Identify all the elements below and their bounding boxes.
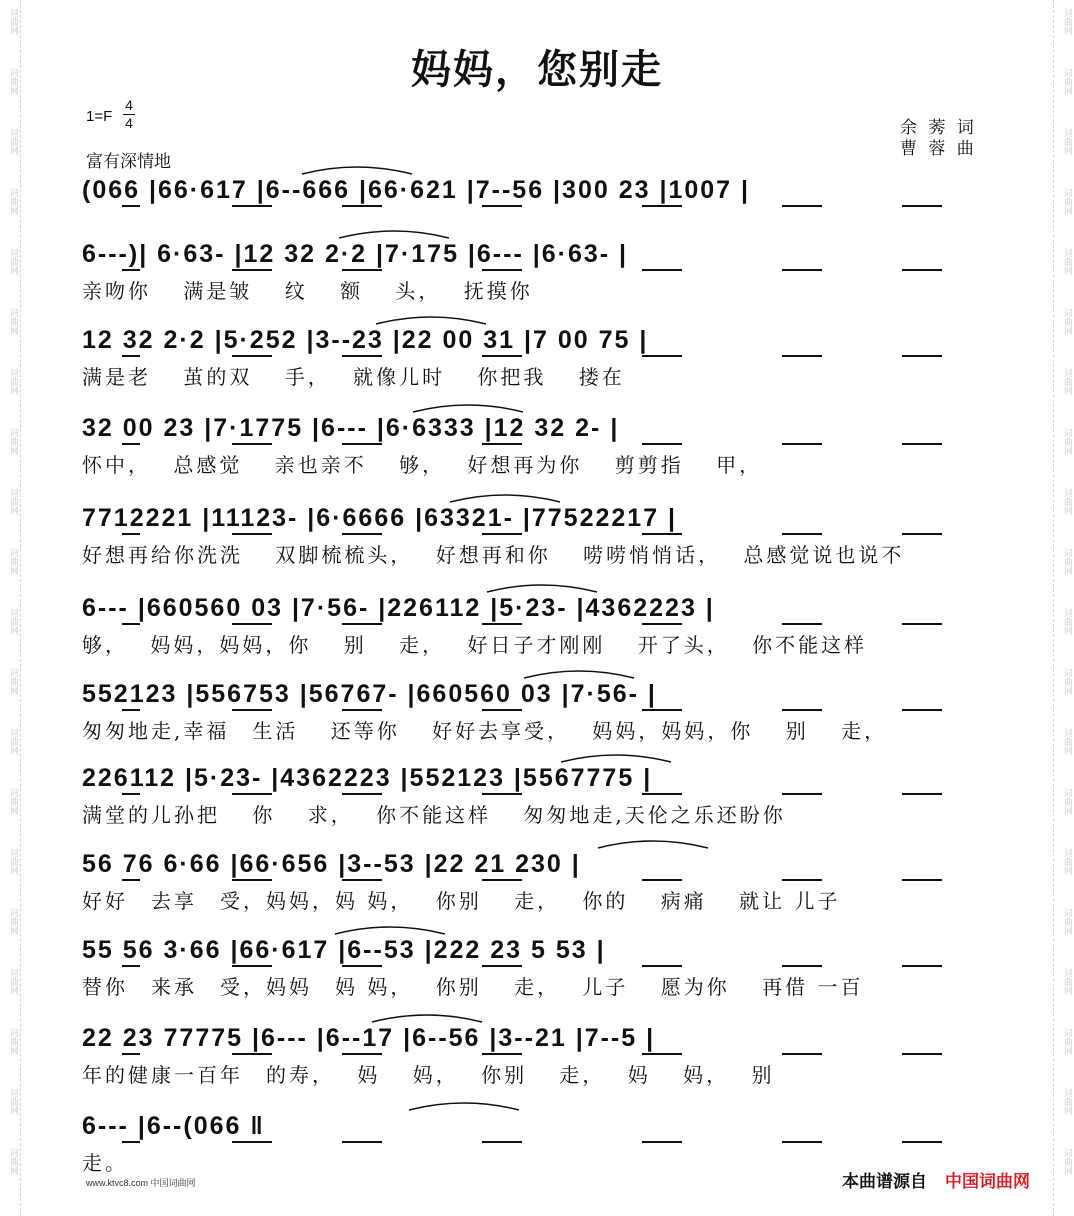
beam [902,443,942,445]
beam [342,1141,382,1143]
watermark-text: 词曲网 [1062,668,1072,695]
watermark-text: 词曲网 [8,428,18,455]
beam [232,965,272,967]
beam-marks [82,269,994,275]
footer-source-name: 中国词曲网 [945,1172,1030,1192]
beam [902,269,942,271]
watermark-text: 词曲网 [8,128,18,155]
slur-marks [82,920,994,936]
beam [902,879,942,881]
notation-line: 55 56 3·66 |66·617 |6--53 |222 23 5 53 | [82,936,606,964]
watermark-text: 词曲网 [8,968,18,995]
watermark-text: 词曲网 [8,608,18,635]
beam [342,269,382,271]
beam [782,623,822,625]
slur-marks [82,748,994,764]
beam-marks [82,623,994,629]
notation-line: 226112 |5·23- |4362223 |552123 |5567775 | [82,764,653,792]
beam [482,533,522,535]
beam [342,1053,382,1055]
lyrics-line: 好想再给你洗洗 双脚梳梳头， 好想再和你 唠唠悄悄话， 总感觉说也说不 [82,543,905,567]
beam [902,793,942,795]
notation-line: 6--- |660560 03 |7·56- |226112 |5·23- |4362223 | [82,594,715,622]
beam [482,709,522,711]
lyrics-line: 满堂的儿孙把 你 求， 你不能这样 匆匆地走,天伦之乐还盼你 [82,803,786,827]
notation-line: 56 76 6·66 |66·656 |3--53 |22 21 230 | [82,850,581,878]
slur [598,841,708,848]
composer-credit: 曹 蓉 曲 [900,139,977,159]
slur-marks [82,398,994,414]
beam [342,965,382,967]
watermark-text: 词曲网 [1062,188,1072,215]
beam-marks [82,879,994,885]
watermark-text: 词曲网 [8,68,18,95]
slur [561,755,671,762]
watermark-text: 词曲网 [8,1028,18,1055]
watermark-text: 词曲网 [1062,1028,1072,1055]
lyrics-line: 走。 [82,1151,128,1175]
beam [232,793,272,795]
watermark-text: 词曲网 [1062,608,1072,635]
expression-mark: 富有深情地 [86,152,171,172]
beam [232,205,272,207]
watermark-text: 词曲网 [8,908,18,935]
slur [487,585,597,592]
time-signature-bottom: 4 [125,115,133,131]
beam [482,965,522,967]
beam [122,965,140,967]
watermark-text: 词曲网 [8,248,18,275]
watermark-text: 词曲网 [1062,428,1072,455]
beam [642,355,682,357]
watermark-text: 词曲网 [1062,68,1072,95]
beam [482,205,522,207]
watermark-text: 词曲网 [1062,728,1072,755]
beam [122,709,140,711]
slur-marks [82,488,994,504]
song-title: 妈妈，您别走 [411,47,663,93]
beam [642,793,682,795]
beam [482,443,522,445]
slur-marks [82,1008,994,1024]
beam [122,269,140,271]
lyrics-line: 怀中， 总感觉 亲也亲不 够， 好想再为你 剪剪指 甲， [82,453,763,477]
beam [782,533,822,535]
notation-line: 12 32 2·2 |5·252 |3--23 |22 00 31 |7 00 75 | [82,326,649,354]
beam [482,623,522,625]
notation-line: 7712221 |11123- |6·6666 |63321- |77522217 | [82,504,678,532]
beam [642,1141,682,1143]
beam [232,709,272,711]
watermark-text: 词曲网 [1062,128,1072,155]
watermark-text: 词曲网 [8,488,18,515]
watermark-text: 词曲网 [1062,1088,1072,1115]
slur-marks [82,160,994,176]
slur [372,1015,482,1022]
beam [342,709,382,711]
beam [642,1053,682,1055]
beam [232,533,272,535]
footer-source-label: 本曲谱源自 [842,1172,927,1192]
beam [642,965,682,967]
beam [782,1141,822,1143]
beam [232,623,272,625]
beam [782,709,822,711]
watermark-text: 词曲网 [1062,488,1072,515]
slur [413,405,523,412]
beam [122,443,140,445]
beam [902,533,942,535]
footer-site-text: www.ktvc8.com 中国词曲网 [86,1178,196,1188]
watermark-text: 词曲网 [1062,908,1072,935]
notation-line: 552123 |556753 |56767- |660560 03 |7·56- | [82,680,657,708]
beam [482,355,522,357]
slur [409,1103,519,1110]
beam-marks [82,443,994,449]
lyrics-line: 替你 来承 受，妈妈 妈 妈， 你别 走， 儿子 愿为你 再借 一百 [82,975,864,999]
slur [450,495,560,502]
slur [376,317,486,324]
beam [342,623,382,625]
beam [782,355,822,357]
lyricist-credit: 余 莠 词 [900,118,977,138]
beam [122,355,140,357]
beam [232,355,272,357]
watermark-text: 词曲网 [1062,368,1072,395]
watermark-text: 词曲网 [8,308,18,335]
beam [342,443,382,445]
beam [902,1141,942,1143]
beam [482,879,522,881]
beam-marks [82,205,994,211]
lyrics-line: 好好 去享 受，妈妈，妈 妈， 你别 走， 你的 病痛 就让 儿子 [82,889,841,913]
beam [902,709,942,711]
watermark-text: 词曲网 [1062,8,1072,35]
watermark-text: 词曲网 [8,188,18,215]
beam [482,793,522,795]
beam [342,355,382,357]
beam [902,623,942,625]
beam [902,205,942,207]
lyrics-line: 够， 妈妈，妈妈，你 别 走， 好日子才刚刚 开了头， 你不能这样 [82,633,868,657]
slur-marks [82,834,994,850]
beam [782,879,822,881]
watermark-text: 词曲网 [1062,968,1072,995]
slur-marks [82,578,994,594]
watermark-text: 词曲网 [8,1148,18,1175]
beam [232,879,272,881]
beam-marks [82,793,994,799]
beam-marks [82,355,994,361]
notation-line: (066 |66·617 |6--666 |66·621 |7--56 |300 23 |1007 | [82,176,751,204]
beam [782,205,822,207]
beam [482,269,522,271]
key-signature: 1=F [86,108,113,125]
beam [482,1053,522,1055]
beam [782,443,822,445]
beam [342,205,382,207]
watermark-text: 词曲网 [8,788,18,815]
beam-marks [82,533,994,539]
beam [642,205,682,207]
notation-line: 22 23 77775 |6--- |6--17 |6--56 |3--21 |7--5 | [82,1024,656,1052]
notation-line: 6---)| 6·63- |12 32 2·2 |7·175 |6--- |6·63- | [82,240,629,268]
beam [122,205,140,207]
beam [782,269,822,271]
beam [342,533,382,535]
lyrics-line: 年的健康一百年 的寿， 妈 妈， 你别 走， 妈 妈， 别 [82,1063,775,1087]
beam [642,879,682,881]
watermark-text: 词曲网 [1062,1148,1072,1175]
watermark-text: 词曲网 [1062,308,1072,335]
beam [782,1053,822,1055]
time-signature-top: 4 [125,97,133,113]
beam [902,965,942,967]
beam [902,355,942,357]
notation-line: 6--- |6--(066 ‖ [82,1112,265,1140]
watermark-text: 词曲网 [8,1088,18,1115]
beam [122,1141,140,1143]
slur-marks [82,310,994,326]
slur [335,927,445,934]
slur-marks [82,1096,994,1112]
beam [782,793,822,795]
beam [122,533,140,535]
lyrics-line: 亲吻你 满是皱 纹 额 头， 抚摸你 [82,279,533,303]
beam [642,269,682,271]
slur-marks [82,664,994,680]
watermark-text: 词曲网 [8,8,18,35]
watermark-text: 词曲网 [8,548,18,575]
slur [302,167,412,174]
beam [122,1053,140,1055]
beam [642,623,682,625]
beam [232,269,272,271]
watermark-text: 词曲网 [8,848,18,875]
beam [232,1053,272,1055]
watermark-text: 词曲网 [8,368,18,395]
beam [642,443,682,445]
beam-marks [82,965,994,971]
beam [642,533,682,535]
beam [642,709,682,711]
footer-source [842,1167,1030,1192]
watermark-text: 词曲网 [8,728,18,755]
slur [339,231,449,238]
watermark-text: 词曲网 [8,668,18,695]
slur [524,671,634,678]
beam [122,793,140,795]
beam [232,1141,272,1143]
beam [232,443,272,445]
watermark-text: 词曲网 [1062,248,1072,275]
slur-marks [82,224,994,240]
beam-marks [82,709,994,715]
beam-marks [82,1053,994,1059]
watermark-text: 词曲网 [1062,788,1072,815]
beam [122,879,140,881]
beam-marks [82,1141,994,1147]
beam [342,793,382,795]
watermark-text: 词曲网 [1062,848,1072,875]
beam [902,1053,942,1055]
beam [482,1141,522,1143]
lyrics-line: 满是老 茧的双 手， 就像儿时 你把我 搂在 [82,365,625,389]
notation-line: 32 00 23 |7·1775 |6--- |6·6333 |12 32 2- | [82,414,620,442]
beam [782,965,822,967]
lyrics-line: 匆匆地走,幸福 生活 还等你 好好去享受， 妈妈，妈妈，你 别 走， [82,719,888,743]
watermark-text: 词曲网 [1062,548,1072,575]
beam [122,623,140,625]
beam [342,879,382,881]
